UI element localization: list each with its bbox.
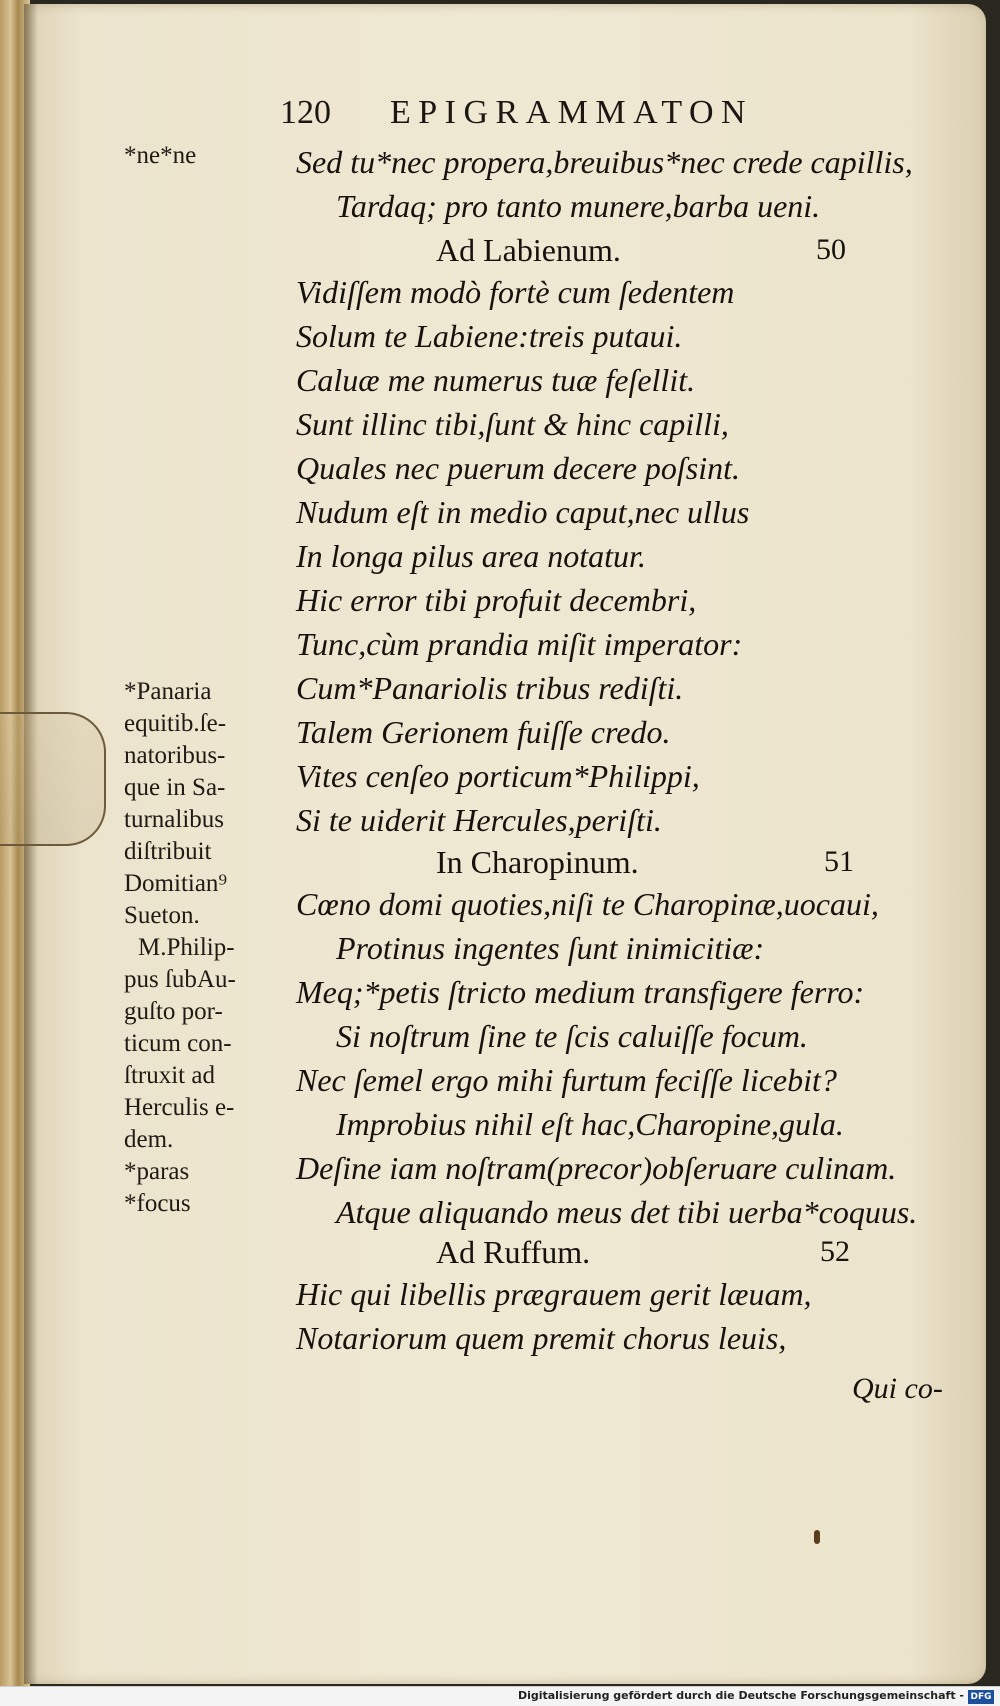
margin-note: *paras bbox=[124, 1158, 190, 1185]
margin-note: turnalibus bbox=[124, 806, 224, 833]
poem-title: Ad Ruffum. bbox=[436, 1234, 591, 1270]
margin-note: M.Philip- bbox=[138, 934, 235, 961]
margin-note: ſtruxit ad bbox=[124, 1062, 215, 1089]
verse-line: Solum te Labiene:treis putaui. bbox=[296, 318, 683, 354]
margin-note: ticum con- bbox=[124, 1030, 232, 1057]
verse-line: Nec ſemel ergo mihi furtum feciſſe licebit? bbox=[296, 1062, 837, 1098]
poem-title: Ad Labienum. bbox=[436, 232, 621, 268]
verse-line: Meq;*petis ſtricto medium transfigere ferro: bbox=[296, 974, 865, 1010]
verse-line: Hic qui libellis prægrauem gerit læuam, bbox=[296, 1276, 812, 1312]
margin-note: Domitian⁹ bbox=[124, 870, 228, 897]
paper-stain bbox=[814, 1530, 820, 1544]
margin-note: natoribus- bbox=[124, 742, 226, 769]
margin-note: diſtribuit bbox=[124, 838, 212, 865]
poem-title: In Charopinum. bbox=[436, 844, 639, 880]
verse-line: Protinus ingentes ſunt inimicitiæ: bbox=[336, 930, 765, 966]
poem-number: 52 bbox=[820, 1235, 850, 1268]
page-number: 120 bbox=[280, 94, 331, 131]
poem-number: 50 bbox=[816, 233, 846, 266]
verse-line: Notariorum quem premit chorus leuis, bbox=[296, 1320, 787, 1356]
margin-note: dem. bbox=[124, 1126, 174, 1153]
margin-note: *ne*ne bbox=[124, 142, 197, 169]
margin-note: guſto por- bbox=[124, 998, 223, 1025]
running-title: EPIGRAMMATON bbox=[390, 94, 754, 131]
verse-line: Cœno domi quoties,niſi te Charopinæ,uocaui, bbox=[296, 886, 879, 922]
margin-note: Herculis e- bbox=[124, 1094, 235, 1121]
verse-line: Si noſtrum ſine te ſcis caluiſſe focum. bbox=[336, 1018, 808, 1054]
verse-line: Vidiſſem modò fortè cum ſedentem bbox=[296, 274, 735, 310]
verse-line: In longa pilus area notatur. bbox=[296, 538, 646, 574]
verse-line: Hic error tibi profuit decembri, bbox=[296, 582, 697, 618]
margin-note: *focus bbox=[124, 1190, 191, 1217]
margin-note: Sueton. bbox=[124, 902, 200, 929]
poem-number: 51 bbox=[824, 845, 854, 878]
verse-line: Sed tu*nec propera,breuibus*nec crede capillis, bbox=[296, 144, 913, 180]
margin-note: que in Sa- bbox=[124, 774, 226, 801]
verse-line: Improbius nihil eſt hac,Charopine,gula. bbox=[336, 1106, 844, 1142]
verse-line: Tunc,cùm prandia miſit imperator: bbox=[296, 626, 743, 662]
verse-line: Talem Gerionem fuiſſe credo. bbox=[296, 714, 671, 750]
verse-line: Sunt illinc tibi,ſunt & hinc capilli, bbox=[296, 406, 729, 442]
margin-note: pus ſubAu- bbox=[124, 966, 236, 993]
footer-credit: Digitalisierung gefördert durch die Deutsche Forschungsgemeinschaft - bbox=[517, 1689, 964, 1702]
catchword: Qui co- bbox=[852, 1372, 943, 1405]
page-header bbox=[280, 94, 880, 134]
verse-line: Atque aliquando meus det tibi uerba*coquus. bbox=[336, 1194, 918, 1230]
verse-line: Nudum eſt in medio caput,nec ullus bbox=[296, 494, 750, 530]
digitization-footer bbox=[0, 1686, 1000, 1706]
verse-line: Cum*Panariolis tribus rediſti. bbox=[296, 670, 684, 706]
page-tab-marker bbox=[0, 712, 106, 846]
verse-line: Quales nec puerum decere poſsint. bbox=[296, 450, 741, 486]
verse-line: Tardaq; pro tanto munere,barba ueni. bbox=[336, 188, 821, 224]
margin-note: *Panaria bbox=[124, 678, 212, 705]
margin-note: equitib.ſe- bbox=[124, 710, 227, 737]
dfg-logo: DFG bbox=[968, 1690, 994, 1704]
verse-line: Vites cenſeo porticum*Philippi, bbox=[296, 758, 700, 794]
verse-line: Si te uiderit Hercules,periſti. bbox=[296, 802, 662, 838]
verse-line: Caluæ me numerus tuæ feſellit. bbox=[296, 362, 696, 398]
verse-line: Deſine iam noſtram(precor)obſeruare culinam. bbox=[296, 1150, 897, 1186]
